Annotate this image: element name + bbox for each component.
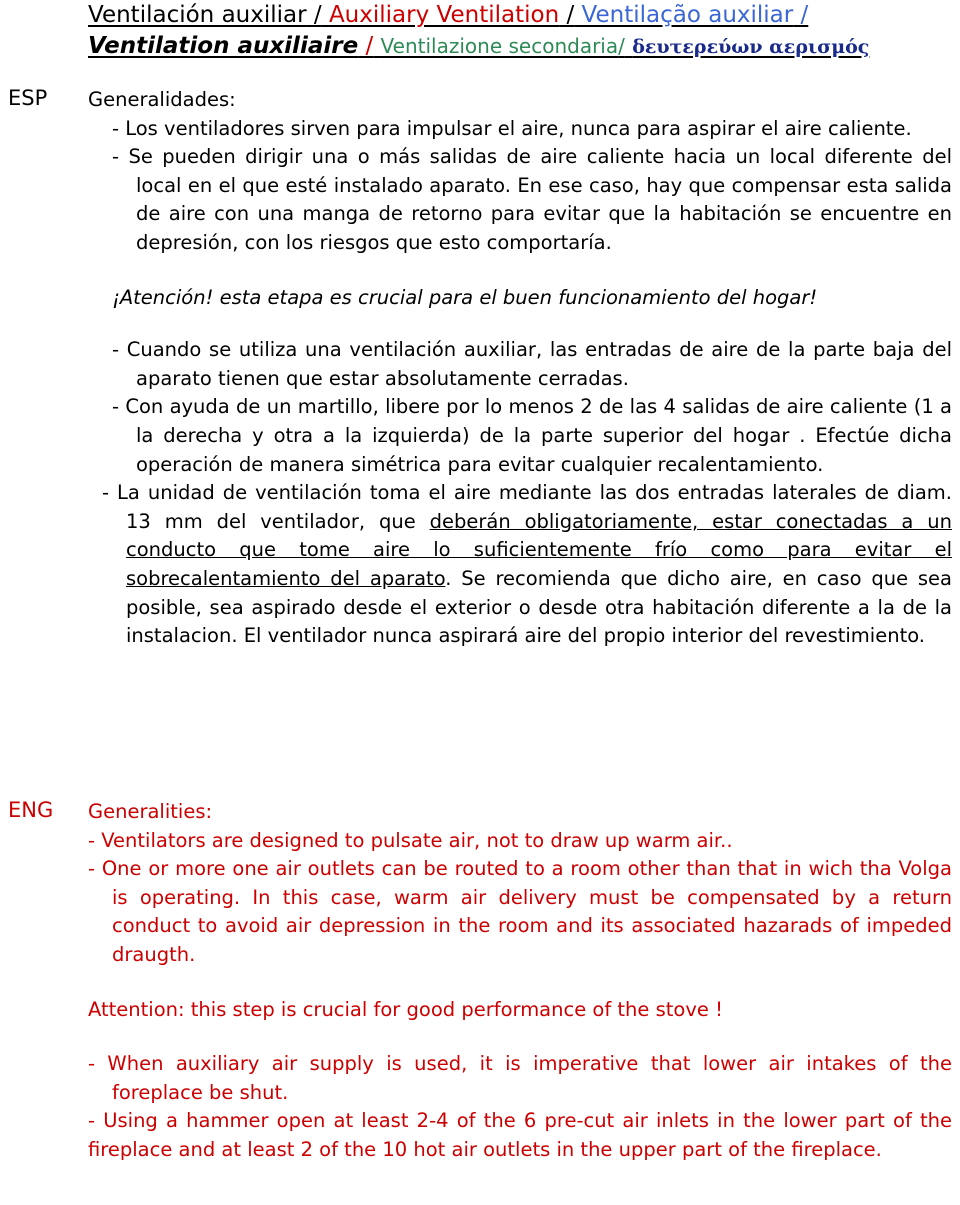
- title-separator: /: [618, 34, 625, 58]
- title-separator: /: [313, 2, 322, 28]
- document-header: [88, 0, 950, 63]
- paragraph: - When auxiliary air supply is used, it is imperative that lower air intakes of the foreplace be shut.: [88, 1052, 952, 1104]
- paragraph: - Using a hammer open at least 2-4 of the 6 pre-cut air inlets in the lower part of the fireplace and at least 2 of the 10 hot air outlets in the upper part of the fireplace.: [88, 1109, 952, 1161]
- header-line-1: [88, 0, 950, 31]
- title-separator: /: [365, 33, 374, 59]
- language-tag-esp: ESP: [8, 86, 48, 110]
- section-heading: Generalidades:: [88, 88, 236, 111]
- paragraph: - Con ayuda de un martillo, libere por lo menos 2 de las 4 salidas de aire caliente (1 a la derecha y otra a la izquierda) de la parte superior del hogar . Efectúe dicha operación de manera simétrica para evitar cualquier recalentamiento.: [112, 395, 952, 476]
- title-separator: /: [800, 2, 809, 28]
- attention-note: ¡Atención! esta etapa es crucial para el buen funcionamiento del hogar!: [112, 285, 818, 309]
- header-line-2: [88, 31, 950, 63]
- title-spanish: Ventilación auxiliar: [88, 2, 307, 28]
- paragraph: [88, 479, 952, 651]
- language-tag-eng: ENG: [8, 798, 54, 822]
- paragraph-text: - La unidad de ventilación toma el aire mediante las dos entradas laterales de diam. 13 mm del ventilador, que: [102, 481, 952, 533]
- paragraph: - Se pueden dirigir una o más salidas de aire caliente hacia un local diferente del local en el que esté instalado aparato. En ese caso, hay que compensar esta salida de aire con una manga de retorno para evitar que la habitación se encuentre en depresión, con los riesgos que esto comportaría.: [112, 145, 952, 254]
- attention-note: Attention: this step is crucial for good performance of the stove !: [88, 997, 723, 1021]
- paragraph: - One or more one air outlets can be routed to a room other than that in wich tha Volga is operating. In this case, warm air delivery must be compensated by a return conduct to avoid air depression in the room and its associated hazarads of impeded draugth.: [88, 857, 952, 966]
- paragraph-text: . Se recomienda que dicho aire, en caso que sea posible, sea aspirado desde el exterior o desde otra habitación diferente a la de la instalacion. El ventilador nunca aspirará aire del propio interior del revestimiento.: [126, 566, 952, 648]
- section-english: [88, 798, 952, 1165]
- title-greek: δευτερεύων αερισμός: [632, 36, 870, 58]
- section-spanish: [88, 86, 952, 651]
- title-portuguese: Ventilação auxiliar: [581, 2, 794, 28]
- paragraph: - Los ventiladores sirven para impulsar el aire, nunca para aspirar el aire caliente.: [112, 116, 912, 140]
- section-heading: Generalities:: [88, 800, 213, 823]
- title-english: Auxiliary Ventilation: [328, 2, 560, 28]
- title-separator: /: [566, 2, 575, 28]
- title-french: Ventilation auxiliaire: [88, 33, 359, 59]
- underlined-text: deberán obligatoriamente, estar conectadas a un conducto que tome aire lo suficientemente frío como para evitar el sobrecalentamiento del aparato: [126, 509, 952, 590]
- paragraph: - Ventilators are designed to pulsate air, not to draw up warm air..: [88, 828, 733, 852]
- paragraph: - Cuando se utiliza una ventilación auxiliar, las entradas de aire de la parte baja del aparato tienen que estar absolutamente cerradas.: [112, 338, 952, 390]
- title-italian: Ventilazione secondaria: [380, 34, 619, 58]
